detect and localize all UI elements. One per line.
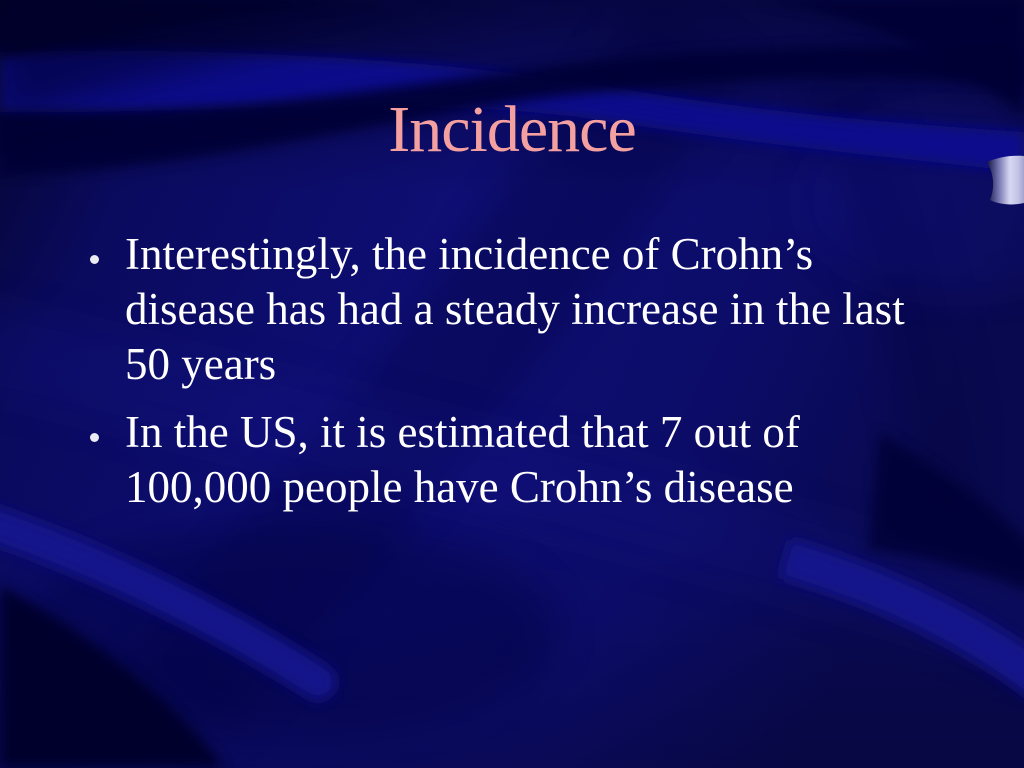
bullet-icon	[90, 255, 99, 264]
bullet-item	[90, 405, 950, 515]
bullet-icon	[90, 433, 99, 442]
bullet-list	[90, 227, 950, 528]
slide-title: Incidence	[388, 93, 636, 166]
bullet-item	[90, 227, 950, 392]
bullet-text: Interestingly, the incidence of Crohn’s disease has had a steady increase in the last 50 years	[125, 229, 905, 389]
bullet-text: In the US, it is estimated that 7 out of 100,000 people have Crohn’s disease	[125, 407, 800, 512]
